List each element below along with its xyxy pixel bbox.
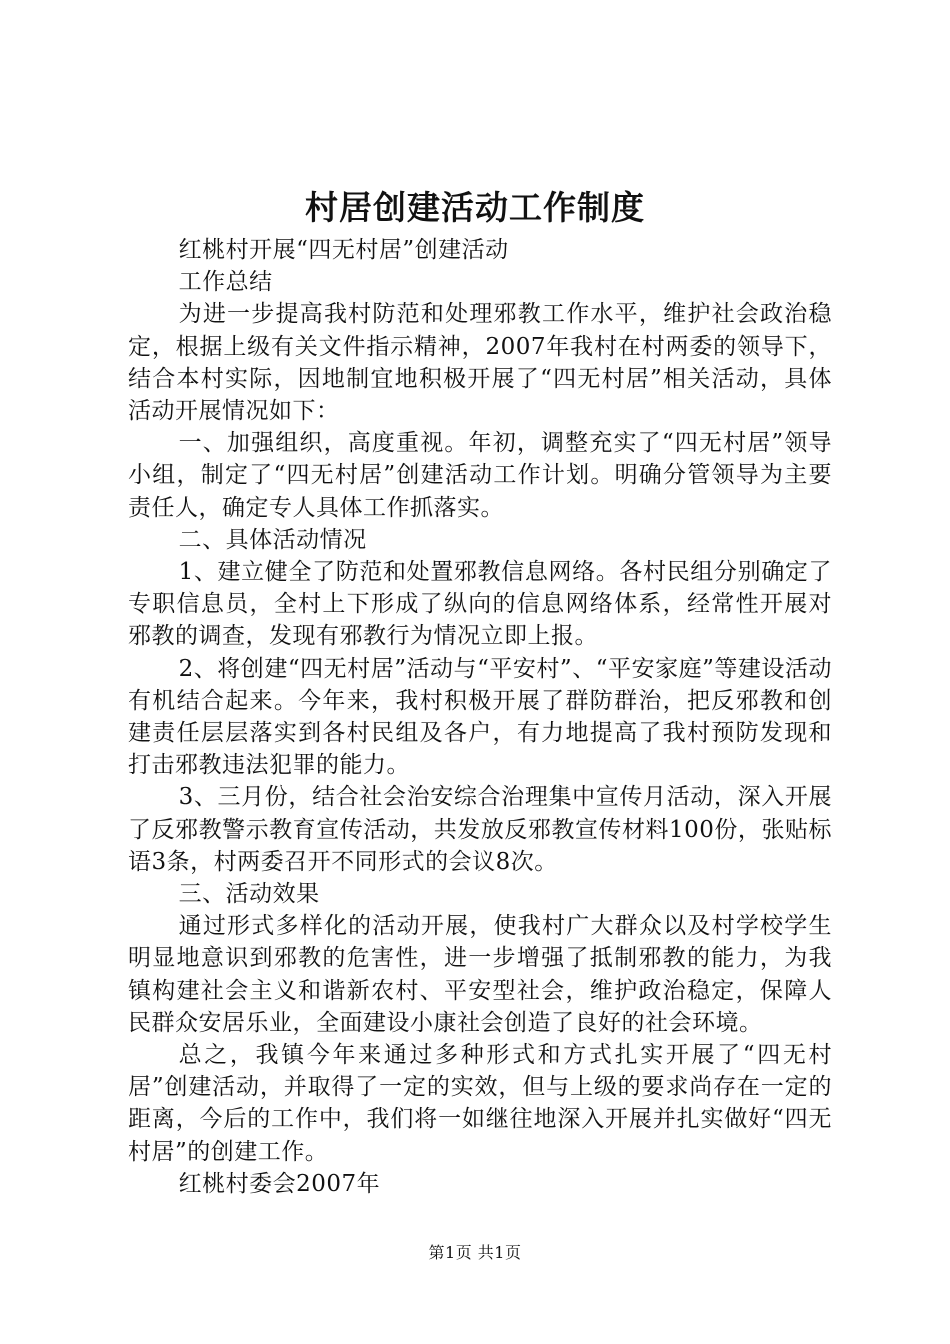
- page-number-footer: 第1页 共1页: [428, 1243, 522, 1262]
- paragraph-section-1: 一、加强组织，高度重视。年初，调整充实了“四无村居”领导小组，制定了“四无村居”创建活动工作计划。明确分管领导为主要责任人，确定专人具体工作抓落实。: [128, 430, 832, 521]
- paragraph-heading-line-2: 工作总结: [178, 269, 273, 296]
- paragraph-heading-line-1: 红桃村开展“四无村居”创建活动: [178, 237, 509, 263]
- paragraph-section-3-heading: 三、活动效果: [178, 881, 320, 908]
- document-body: [128, 234, 832, 1200]
- paragraph-item-1: 1、建立健全了防范和处置邪教信息网络。各村民组分别确定了专职信息员，全村上下形成了纵向的信息网络体系，经常性开展对邪教的调查，发现有邪教行为情况立即上报。: [128, 559, 832, 650]
- paragraph-item-3: 3、三月份，结合社会治安综合治理集中宣传月活动，深入开展了反邪教警示教育宣传活动，共发放反邪教宣传材料100份，张贴标语3条，村两委召开不同形式的会议8次。: [128, 784, 832, 875]
- paragraph-signature: 红桃村委会2007年: [178, 1170, 381, 1197]
- paragraph-section-2-heading: 二、具体活动情况: [178, 526, 367, 553]
- paragraph-intro: 为进一步提高我村防范和处理邪教工作水平，维护社会政治稳定，根据上级有关文件指示精神，2007年我村在村两委的领导下，结合本村实际，因地制宜地积极开展了“四无村居”相关活动，具体活动开展情况如下：: [128, 301, 832, 425]
- document-title: 村居创建活动工作制度: [305, 188, 645, 227]
- paragraph-conclusion: 总之，我镇今年来通过多种形式和方式扎实开展了“四无村居”创建活动，并取得了一定的实效，但与上级的要求尚存在一定的距离，今后的工作中，我们将一如继往地深入开展并扎实做好“四无村居”的创建工作。: [128, 1042, 832, 1165]
- paragraph-item-2: 2、将创建“四无村居”活动与“平安村”、“平安家庭”等建设活动有机结合起来。今年来，我村积极开展了群防群治，把反邪教和创建责任层层落实到各村民组及各户，有力地提高了我村预防发现和打击邪教违法犯罪的能力。: [128, 655, 832, 779]
- paragraph-effects: 通过形式多样化的活动开展，使我村广大群众以及村学校学生明显地意识到邪教的危害性，进一步增强了抵制邪教的能力，为我镇构建社会主义和谐新农村、平安型社会，维护政治稳定，保障人民群众安居乐业，全面建设小康社会创造了良好的社会环境。: [128, 913, 832, 1036]
